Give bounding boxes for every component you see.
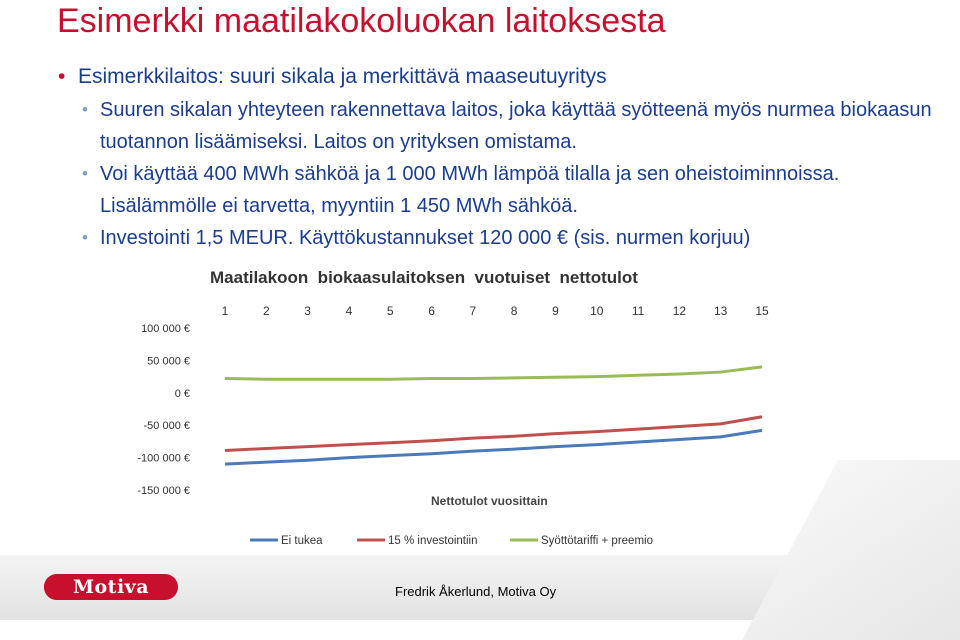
- motiva-logo: Motiva: [44, 574, 178, 600]
- x-tick-label: 12: [672, 304, 687, 318]
- legend-label: Syöttötariffi + preemio: [541, 535, 653, 547]
- sub-bullet-1: • Suuren sikalan yhteyteen rakennettava laitos, joka käyttää syötteenä myös nurmea biokaasun tuotannon lisäämiseksi. Laitos on yrityksen omistama.: [58, 94, 948, 158]
- legend: [250, 535, 653, 547]
- x-tick-label: 8: [510, 304, 518, 318]
- x-tick-label: 4: [345, 304, 353, 318]
- x-tick-label: 1: [221, 304, 229, 318]
- legend-item: [357, 535, 478, 547]
- y-tick-label: 100 000 €: [141, 323, 190, 335]
- x-tick-labels: [222, 304, 769, 318]
- x-tick-label: 10: [590, 304, 604, 318]
- legend-label: 15 % investointiin: [388, 535, 478, 547]
- x-tick-label: 13: [714, 304, 728, 318]
- chart-title: Maatilakoon biokaasulaitoksen vuotuiset nettotulot: [210, 268, 638, 287]
- series-lines: [225, 367, 762, 464]
- y-tick-labels: [137, 323, 190, 497]
- x-tick-label: 2: [262, 304, 270, 318]
- series-line-3: [225, 367, 762, 379]
- x-tick-label: 3: [304, 304, 311, 318]
- x-tick-label: 11: [631, 304, 645, 318]
- x-tick-label: 15: [755, 304, 769, 318]
- y-tick-label: -50 000 €: [143, 420, 190, 433]
- x-axis-label: Nettotulot vuosittain: [431, 494, 548, 508]
- slide-title: Esimerkki maatilakokoluokan laitoksesta: [57, 2, 666, 40]
- x-tick-label: 5: [386, 304, 394, 318]
- x-tick-label: 9: [552, 304, 559, 318]
- legend-item: [510, 535, 653, 547]
- series-line-2: [225, 417, 762, 451]
- legend-label: Ei tukea: [281, 535, 323, 547]
- x-tick-label: 7: [469, 304, 477, 318]
- sub-bullet-2: • Voi käyttää 400 MWh sähköä ja 1 000 MWh lämpöä tilalla ja sen oheistoiminnoissa. Lisälämmölle ei tarvetta, myyntiin 1 450 MWh sähköä.: [58, 158, 948, 222]
- legend-item: [250, 535, 323, 547]
- sub-bullet-3: • Investointi 1,5 MEUR. Käyttökustannukset 120 000 € (sis. nurmen korjuu): [58, 222, 948, 254]
- y-tick-label: -150 000 €: [137, 485, 190, 497]
- x-tick-label: 6: [428, 304, 435, 318]
- y-tick-label: 0 €: [174, 387, 190, 400]
- y-tick-label: 50 000 €: [147, 355, 190, 368]
- main-bullet: • Esimerkkilaitos: suuri sikala ja merkittävä maaseutuyritys: [58, 62, 948, 91]
- footer-author: Fredrik Åkerlund, Motiva Oy: [395, 584, 557, 599]
- y-tick-label: -100 000 €: [137, 452, 190, 465]
